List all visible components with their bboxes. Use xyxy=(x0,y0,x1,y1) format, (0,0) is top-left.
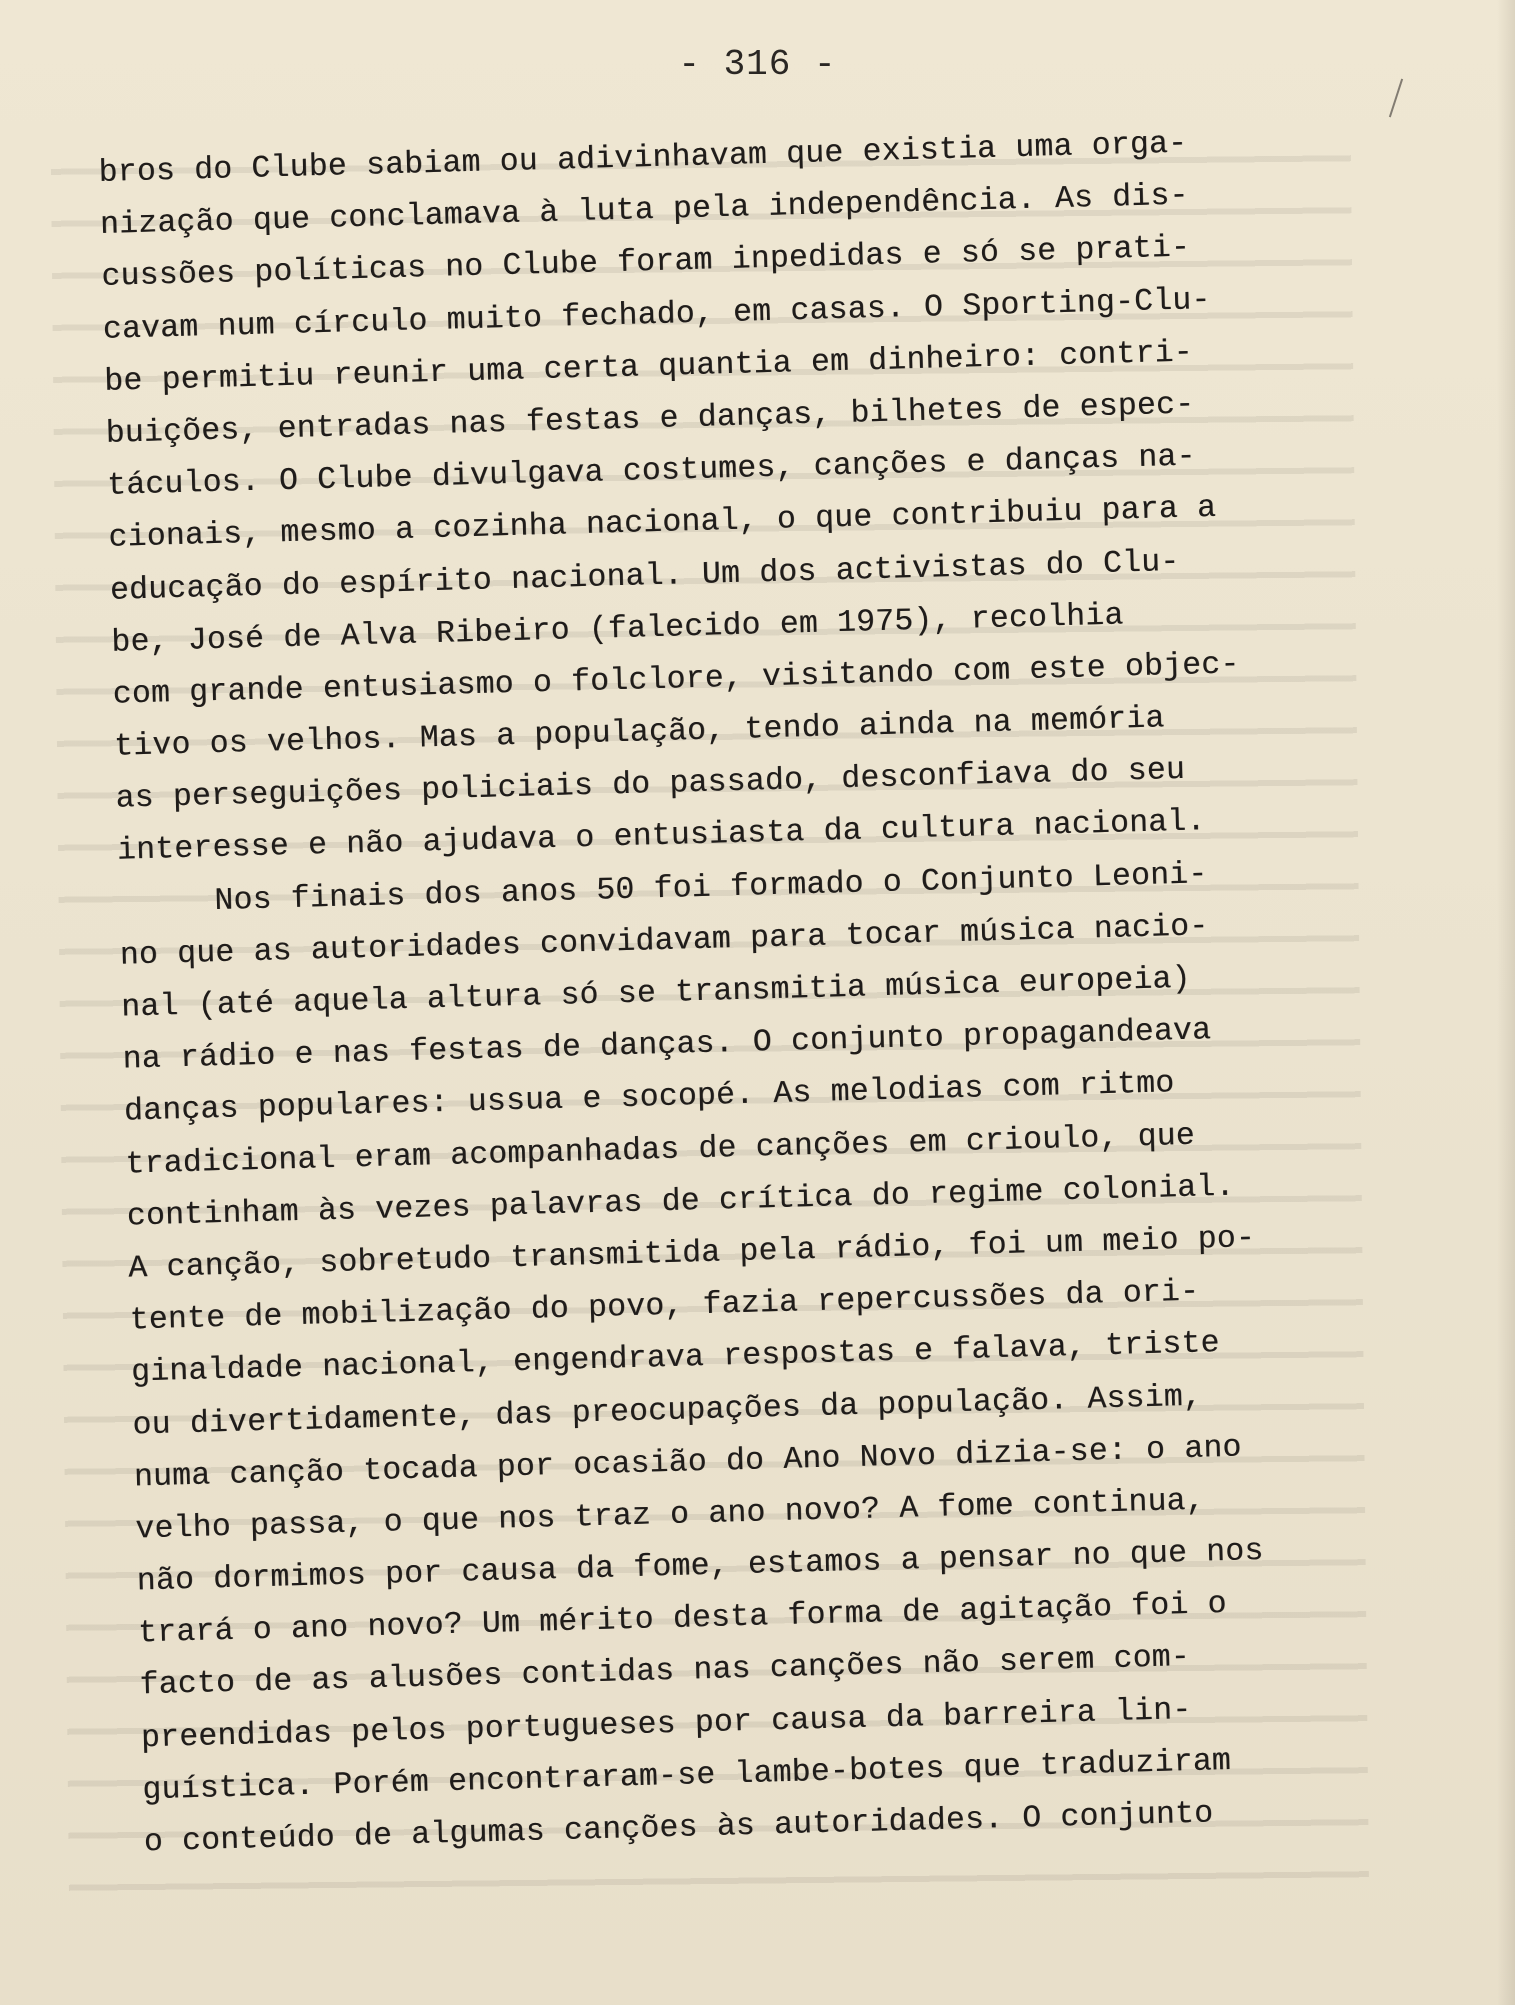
text-line: trará o ano novo? Um mérito desta forma de agitação foi o xyxy=(137,1587,1228,1652)
text-line: as perseguições policiais do passado, desconfiava do seu xyxy=(115,753,1186,818)
text-line: buições, entradas nas festas e danças, bilhetes de espec- xyxy=(105,387,1195,452)
page-edge-shadow xyxy=(1497,0,1515,2005)
text-line: A canção, sobretudo transmitida pela rádio, foi um meio po- xyxy=(127,1221,1256,1287)
text-line: nização que conclamava à luta pela independência. As dis- xyxy=(99,178,1190,244)
text-line: interesse e não ajudava o entusiasta da cultura nacional. xyxy=(116,804,1207,870)
text-line: velho passa, o que nos traz o ano novo? A fome continua, xyxy=(134,1483,1206,1548)
text-line: facto de as alusões contidas nas canções não serem com- xyxy=(139,1640,1191,1704)
text-line: cussões políticas no Clube foram inpedidas e só se prati- xyxy=(101,230,1191,296)
text-line: tradicional eram acompanhadas de canções em crioulo, que xyxy=(125,1118,1196,1183)
body-text xyxy=(98,113,1434,1869)
text-line: continham às vezes palavras de crítica do regime colonial. xyxy=(126,1169,1235,1235)
page-number: - 316 - xyxy=(678,44,837,85)
text-line: preendidas pelos portugueses por causa da barreira lin- xyxy=(140,1692,1192,1757)
text-line: no que as autoridades convidavam para tocar música nacio- xyxy=(119,909,1209,974)
text-line: numa canção tocada por ocasião do Ano Novo dizia-se: o ano xyxy=(133,1430,1243,1496)
text-line: danças populares: ussua e socopé. As melodias com ritmo xyxy=(123,1066,1175,1131)
text-line: bros do Clube sabiam ou adivinhavam que existia uma orga- xyxy=(98,126,1188,191)
text-line: cavam num círculo muito fechado, em casas. O Sporting-Clu- xyxy=(102,282,1211,348)
text-line: nal (até aquela altura só se transmitia música europeia) xyxy=(120,961,1192,1026)
text-line: ginaldade nacional, engendrava respostas e falava, triste xyxy=(130,1326,1221,1391)
text-line: não dormimos por causa da fome, estamos a pensar no que nos xyxy=(136,1534,1264,1600)
text-line: na rádio e nas festas de danças. O conjunto propagandeava xyxy=(122,1013,1212,1078)
text-line: guística. Porém encontraram-se lambe-botes que traduziram xyxy=(141,1743,1232,1809)
text-line: tivo os velhos. Mas a população, tendo ainda na memória xyxy=(113,701,1165,765)
text-line: táculos. O Clube divulgava costumes, canções e danças na- xyxy=(106,439,1197,504)
text-line: ou divertidamente, das preocupações da população. Assim, xyxy=(132,1379,1203,1444)
text-line: educação do espírito nacional. Um dos activistas do Clu- xyxy=(109,544,1180,609)
text-line: tente de mobilização do povo, fazia repercussões da ori- xyxy=(129,1274,1200,1339)
text-line: be permitiu reunir uma certa quantia em dinheiro: contri- xyxy=(103,335,1194,400)
text-line: be, José de Alva Ribeiro (falecido em 1975), recolhia xyxy=(110,598,1124,661)
paragraph-start-line: Nos finais dos anos 50 foi formado o Conjunto Leoni- xyxy=(213,856,1208,919)
text-line: o conteúdo de algumas canções às autoridades. O conjunto xyxy=(143,1796,1214,1861)
text-line: com grande entusiasmo o folclore, visitando com este objec- xyxy=(112,647,1240,713)
text-line: cionais, mesmo a cozinha nacional, o que contribuiu para a xyxy=(108,491,1217,557)
